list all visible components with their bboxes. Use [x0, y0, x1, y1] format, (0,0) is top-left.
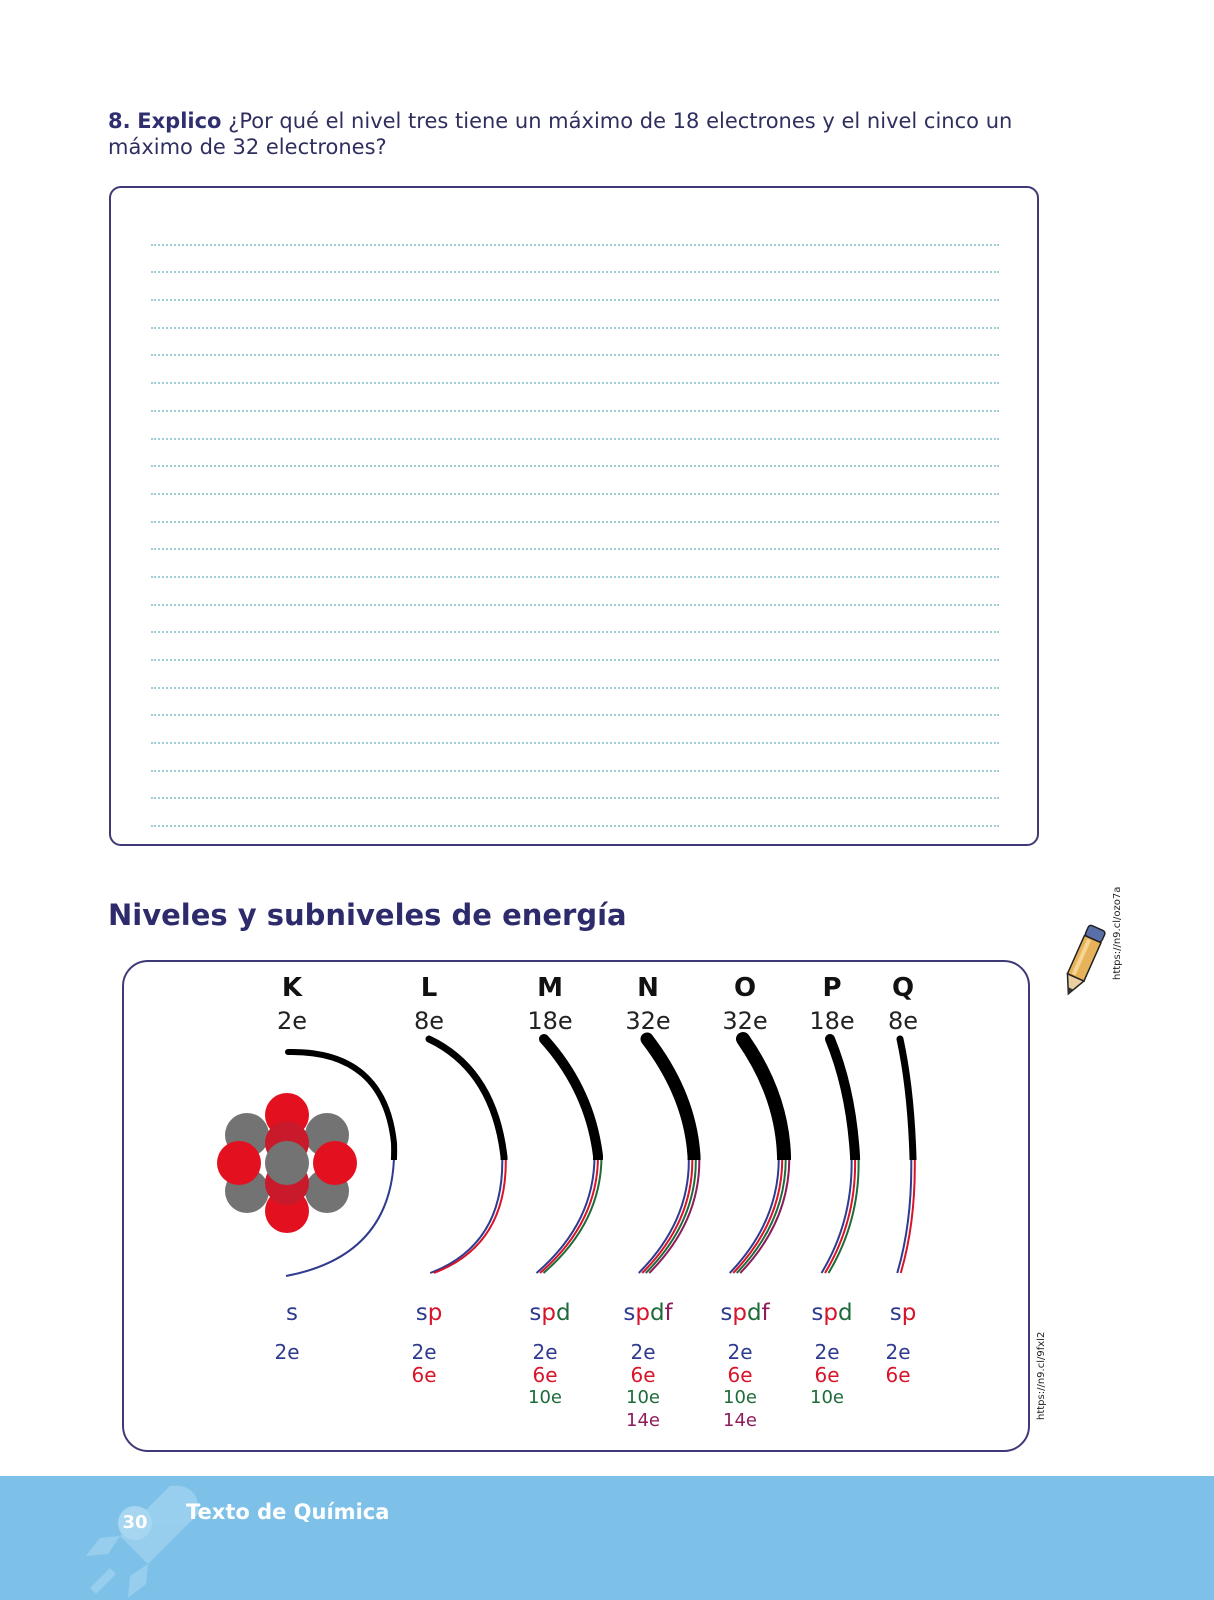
sublevel-d: d: [746, 1300, 762, 1326]
shell-L-band: [429, 1039, 504, 1273]
sublevels-K: [286, 1300, 298, 1326]
shell-P: [822, 1039, 859, 1273]
capacity-Q-p: 6e: [885, 1363, 911, 1387]
question-text: ¿Por qué el nivel tres tiene un máximo de 18 electrones y el nivel cinco un máximo de 32 electrones?: [108, 109, 1013, 159]
level-max-K: 2e: [276, 1007, 308, 1035]
sublevel-d: d: [649, 1300, 665, 1326]
shell-O: [730, 1039, 790, 1273]
question-verb: Explico: [137, 109, 222, 133]
sublevel-p: p: [823, 1300, 838, 1326]
sublevels-M: [529, 1300, 570, 1326]
image-credit-diagram: https://n9.cl/9fxl2: [1036, 1331, 1047, 1420]
shell-L-sublevel-p: [431, 1039, 506, 1273]
level-letter-P: P: [822, 973, 842, 1003]
footer-band: [0, 1476, 1214, 1600]
sublevel-s: s: [889, 1300, 902, 1326]
level-letter-O: O: [733, 973, 757, 1003]
sublevels-N: [623, 1300, 672, 1326]
sublevels-P: [811, 1300, 852, 1326]
capacity-O-p: 6e: [727, 1363, 753, 1387]
capacity-P-d: 10e: [810, 1387, 844, 1408]
sublevels-Q: [890, 1300, 917, 1326]
sublevels-L: [416, 1300, 443, 1326]
capacity-P-s: 2e: [814, 1340, 840, 1364]
sublevel-s: s: [286, 1300, 298, 1326]
shell-P-band: [825, 1039, 855, 1273]
capacity-M-p: 6e: [532, 1363, 558, 1387]
sublevel-s: s: [811, 1300, 824, 1326]
sublevel-s: s: [415, 1300, 428, 1326]
level-max-M: 18e: [527, 1007, 573, 1035]
image-credit-pencil: https://n9.cl/ozo7a: [1112, 886, 1123, 980]
sublevel-p: p: [901, 1300, 917, 1326]
nucleus: [217, 1093, 357, 1233]
section-title: Niveles y subniveles de energía: [108, 898, 627, 932]
sublevel-f: f: [664, 1300, 673, 1326]
shell-L: [427, 1039, 506, 1273]
shell-O-sublevel-s: [730, 1039, 779, 1273]
level-max-O: 32e: [722, 1007, 768, 1035]
question-number: 8.: [108, 109, 131, 133]
shell-N: [639, 1039, 700, 1273]
capacity-O-d: 10e: [723, 1387, 757, 1408]
shell-N-band: [644, 1039, 694, 1273]
proton: [313, 1141, 357, 1185]
level-letter-K: K: [281, 973, 303, 1003]
sublevel-d: d: [837, 1300, 853, 1326]
level-max-N: 32e: [625, 1007, 671, 1035]
shell-Q: [897, 1039, 915, 1273]
capacity-K-s: 2e: [274, 1340, 300, 1364]
capacity-M-d: 10e: [528, 1387, 562, 1408]
level-letter-L: L: [420, 973, 438, 1003]
sublevels-O: [720, 1300, 769, 1326]
capacity-O-s: 2e: [727, 1340, 753, 1364]
capacity-L-p: 6e: [411, 1363, 437, 1387]
shell-L-sublevel-s: [427, 1039, 502, 1273]
level-max-L: 8e: [413, 1007, 445, 1035]
sublevel-p: p: [732, 1300, 747, 1326]
sublevel-d: d: [555, 1300, 571, 1326]
shell-M: [537, 1039, 602, 1273]
capacity-O-f: 14e: [723, 1410, 757, 1431]
capacity-N-s: 2e: [630, 1340, 656, 1364]
capacity-P-p: 6e: [814, 1363, 840, 1387]
capacity-N-p: 6e: [630, 1363, 656, 1387]
capacity-M-s: 2e: [532, 1340, 558, 1364]
level-max-Q: 8e: [887, 1007, 919, 1035]
level-letter-N: N: [637, 973, 659, 1003]
capacity-N-f: 14e: [626, 1410, 660, 1431]
sublevel-p: p: [541, 1300, 556, 1326]
level-letter-M: M: [537, 973, 563, 1003]
capacity-Q-s: 2e: [885, 1340, 911, 1364]
level-max-P: 18e: [809, 1007, 855, 1035]
page-number: 30: [118, 1506, 152, 1540]
neutron: [265, 1141, 309, 1185]
sublevel-s: s: [720, 1300, 733, 1326]
footer-title: Texto de Química: [186, 1500, 390, 1524]
sublevel-s: s: [529, 1300, 542, 1326]
sublevel-p: p: [635, 1300, 650, 1326]
capacity-N-d: 10e: [626, 1387, 660, 1408]
capacity-L-s: 2e: [411, 1340, 437, 1364]
proton: [217, 1141, 261, 1185]
level-letter-Q: Q: [891, 973, 915, 1003]
sublevel-p: p: [427, 1300, 443, 1326]
sublevel-s: s: [623, 1300, 636, 1326]
sublevel-f: f: [761, 1300, 770, 1326]
